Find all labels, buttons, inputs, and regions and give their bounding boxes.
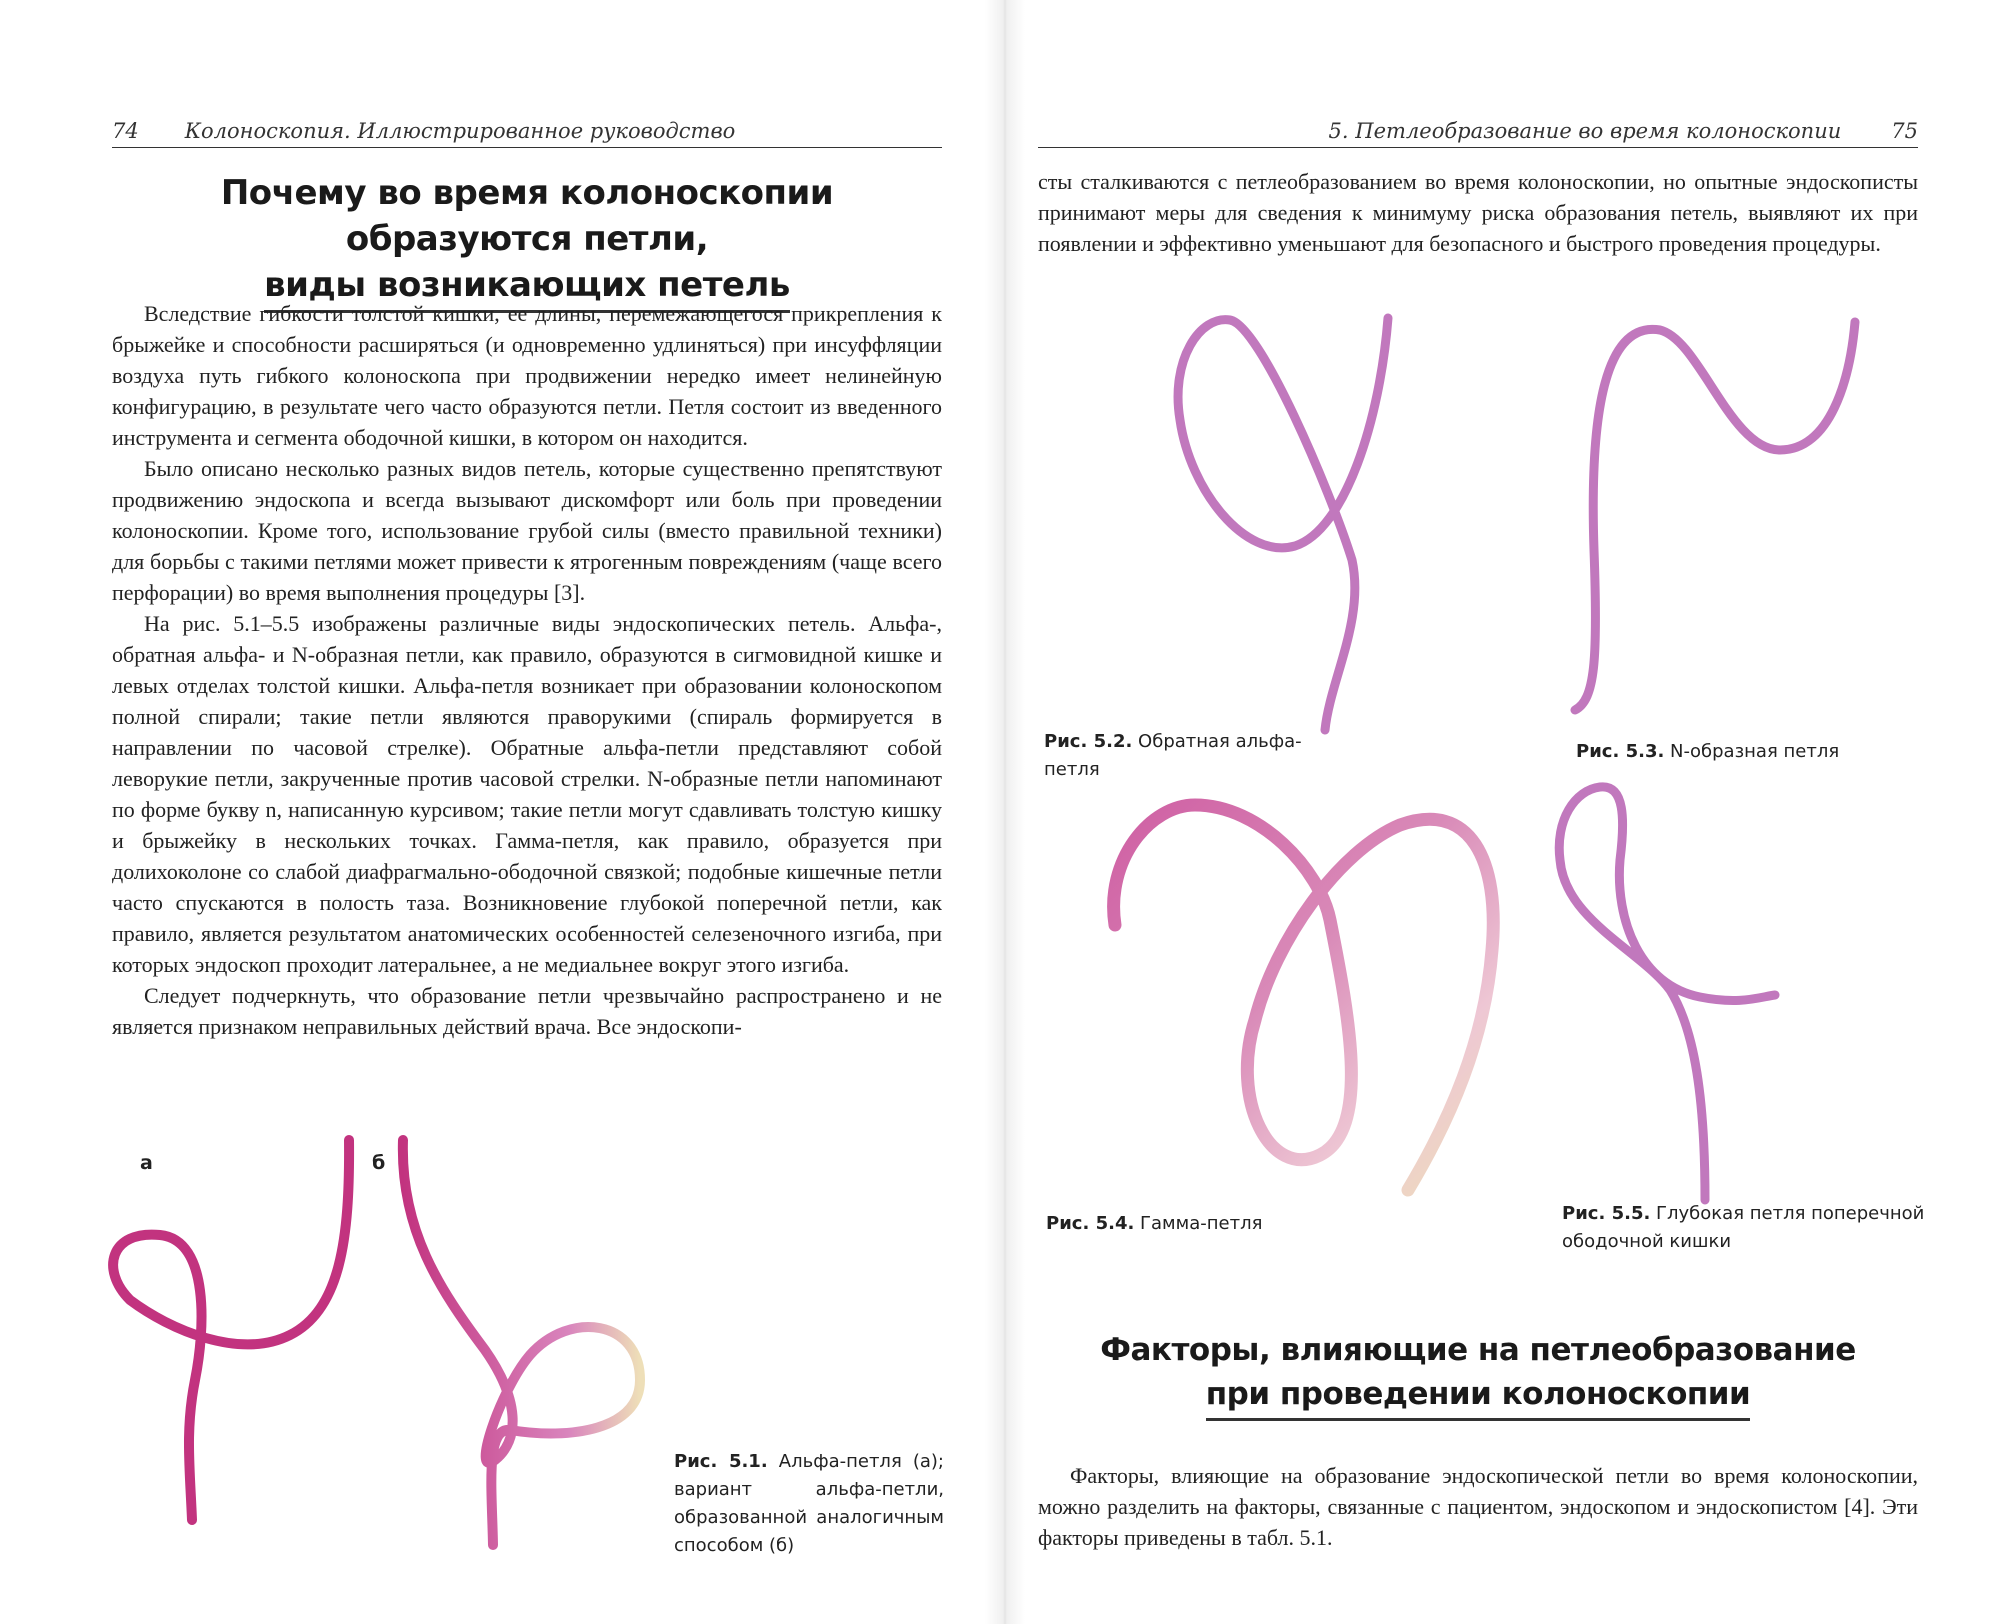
page-number-right: 75 bbox=[1891, 119, 1918, 143]
figure-label-b: б bbox=[372, 1152, 386, 1174]
paragraph-3: На рис. 5.1–5.5 изображены различные виды эндоскопических петель. Альфа-, обратная альфа- и N-образная петли, как правило, образуются в сигмовидной кишке и левых отделах толстой кишки. Альфа-петля возникает при образовании колоноскопом полной спирали; такие петли являются праворукими (спираль формируется в направлении по часовой стрелке). Обратные альфа-петли представляют собой леворукие петли, закрученные против часовой стрелки. N-образные петли напоминают по форме букву n, написанную курсивом; такие петли могут сдавливать толстую кишку и брыжейку в нескольких точках. Гамма-петля, как правило, образуется при долихоколоне со слабой диафрагмально-ободочной связкой; подобные кишечные петли часто спускаются в полость таза. Возникновение глубокой поперечной петли, как правило, является результатом анатомических особенностей селезеночного изгиба, при которых эндоскоп проходит латеральнее, а не медиальнее вокруг этого изгиба. bbox=[112, 611, 942, 977]
factors-body-text bbox=[1038, 1460, 1918, 1553]
paragraph-4: Следует подчеркнуть, что образование петли чрезвычайно распространено и не является признаком неправильных действий врача. Все эндоскопи- bbox=[112, 983, 942, 1039]
caption-figure-5-2 bbox=[1044, 728, 1324, 784]
alpha-loop-a-tube bbox=[113, 1140, 349, 1520]
heading-line-2: виды возникающих петель bbox=[264, 262, 790, 313]
section-heading-loops bbox=[112, 170, 942, 313]
running-head-left bbox=[112, 112, 942, 148]
caption-5-1-text: Альфа-петля (а); вариант альфа-петли, образованной аналогичным способом (б) bbox=[674, 1451, 944, 1556]
figure-5-1-illustration bbox=[100, 1140, 680, 1560]
continued-text bbox=[1038, 166, 1918, 259]
caption-5-3-label: Рис. 5.3. bbox=[1576, 741, 1665, 762]
caption-5-2-text: Обратная альфа-петля bbox=[1044, 731, 1302, 780]
running-title-left: Колоноскопия. Иллюстрированное руководство bbox=[184, 119, 736, 143]
running-title-right: 5. Петлеобразование во время колоноскопии bbox=[1328, 119, 1842, 143]
paragraph-1: Вследствие гибкости толстой кишки, ее длины, перемежающегося прикрепления к брыжейке и способности расширяться (и одновременно удлиняться) при инсуффляции воздуха путь гибкого колоноскопа при продвижении нередко имеет нелинейную конфигурацию, в результате чего часто образуются петли. Петля состоит из введенного инструмента и сегмента ободочной кишки, в котором он находится. bbox=[112, 301, 942, 450]
paragraph-2: Было описано несколько разных видов петель, которые существенно препятствуют продвижению эндоскопа и всегда вызывают дискомфорт или боль при проведении колоноскопии. Кроме того, использование грубой силы (вместо правильной техники) для борьбы с такими петлями может привести к ятрогенным повреждениям (чаще всего перфорации) во время выполнения процедуры [3]. bbox=[112, 456, 942, 605]
caption-5-3-text: N-образная петля bbox=[1670, 741, 1840, 762]
left-body-text bbox=[112, 298, 942, 1042]
caption-5-5-text: Глубокая петля поперечной ободочной кишки bbox=[1562, 1203, 1925, 1252]
figure-label-a: а bbox=[140, 1152, 153, 1174]
section-heading-factors bbox=[1038, 1328, 1918, 1421]
right-page bbox=[1000, 0, 2000, 1624]
factors-paragraph: Факторы, влияющие на образование эндоскопической петли во время колоноскопии, можно разделить на факторы, связанные с пациентом, эндоскопом и эндоскопистом [4]. Эти факторы приведены в табл. 5.1. bbox=[1038, 1463, 1918, 1550]
deep-transverse-loop-tube bbox=[1559, 787, 1775, 1200]
factors-heading-line-2: при проведении колоноскопии bbox=[1206, 1372, 1751, 1421]
caption-figure-5-1 bbox=[674, 1448, 944, 1560]
caption-5-1-label: Рис. 5.1. bbox=[674, 1451, 768, 1472]
caption-figure-5-5 bbox=[1562, 1200, 1942, 1256]
gamma-loop-tube bbox=[1114, 805, 1494, 1190]
reverse-alpha-loop-tube bbox=[1178, 318, 1388, 730]
caption-5-4-text: Гамма-петля bbox=[1140, 1213, 1263, 1234]
caption-figure-5-4 bbox=[1046, 1210, 1366, 1238]
alpha-loop-b-tube bbox=[403, 1140, 640, 1545]
caption-5-5-label: Рис. 5.5. bbox=[1562, 1203, 1651, 1224]
running-head-right bbox=[1038, 112, 1918, 148]
caption-5-4-label: Рис. 5.4. bbox=[1046, 1213, 1135, 1234]
caption-figure-5-3 bbox=[1576, 738, 1936, 766]
caption-5-2-label: Рис. 5.2. bbox=[1044, 731, 1133, 752]
page-number-left: 74 bbox=[112, 119, 139, 143]
n-shaped-loop-tube bbox=[1575, 322, 1855, 710]
heading-line-1: Почему во время колоноскопии образуются петли, bbox=[220, 173, 834, 259]
continued-paragraph: сты сталкиваются с петлеобразованием во время колоноскопии, но опытные эндоскописты принимают меры для сведения к минимуму риска образования петель, выявляют их при появлении и эффективно уменьшают для безопасного и быстрого проведения процедуры. bbox=[1038, 169, 1918, 256]
factors-heading-line-1: Факторы, влияющие на петлеобразование bbox=[1100, 1332, 1856, 1368]
